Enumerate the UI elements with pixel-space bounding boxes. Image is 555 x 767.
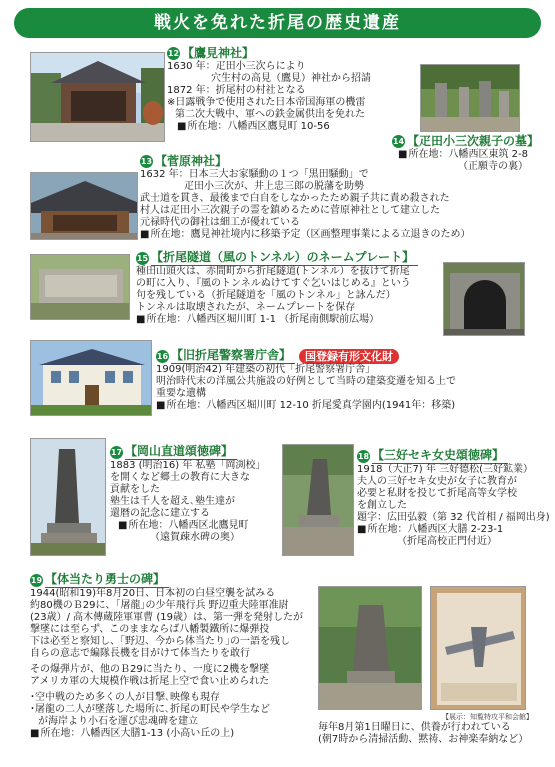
text-line: 武士道を貫き、最後まで白自をしなかったため親子共に責め殺された — [140, 193, 450, 204]
text-line: を開くなど郷土の教育に大きな — [110, 472, 250, 483]
text-line: 1883 (明治16) 年 私塾「岡渕校」 — [110, 460, 266, 471]
text-line: 塾生は千人を超え､塾生達が — [110, 496, 235, 507]
text-line: 重要な遺構 — [156, 388, 206, 399]
text-line: ※日露戦争で使用された日本帝国海軍の機雷 — [167, 97, 366, 108]
section-old-police-station — [156, 348, 456, 412]
section-tunnel-nameplate — [136, 250, 418, 326]
section-number: 13 — [140, 157, 153, 166]
address-note: （正願寺の裏） — [458, 161, 528, 172]
section-takami-shrine — [167, 46, 371, 133]
text-line: 還暦の記念に建立する — [110, 508, 210, 519]
section-number: 14 — [392, 137, 405, 146]
photo-taiatari-monument — [318, 586, 422, 710]
section-title: 【体当たり勇士の碑】 — [45, 572, 169, 588]
section-sugawara-shrine — [140, 154, 470, 241]
address: ■ 所在地：八幡西区大膳1-13 (小高い丘の上) — [30, 728, 303, 740]
section-title: 【三好セキ女史頌徳碑】 — [372, 448, 508, 464]
address: ■ 所在地：八幡西区大膳 2-23-1 — [357, 524, 550, 536]
section-number: 18 — [357, 451, 370, 461]
photo-aircraft-exhibit — [430, 586, 526, 710]
text-line: 撃墜には至らず、このままならば八幡製鐵所に爆弾投 — [30, 624, 270, 635]
section-number: 17 — [110, 447, 123, 457]
address: ■ 所在地：八幡西区堀川町 12-10 折尾愛真学園内(1941年：移築) — [156, 400, 456, 412]
text-line: 貢献をした — [110, 484, 160, 495]
text-line: 自らの意志で編隊長機を目がけて体当たりを敢行 — [30, 648, 250, 659]
section-miyoshi-monument — [357, 448, 550, 548]
text-line: 種田山頭火は、赤間町から折尾隧道(トンネル）を抜けて折尾 — [136, 266, 410, 277]
section-number: 15 — [136, 253, 149, 263]
photo-miyoshi-monument — [282, 444, 354, 556]
text-line: の町に入り、『風のトンネルぬけてすぐ乞いはじめる』という — [136, 278, 411, 289]
photo-okayama-monument — [30, 438, 106, 556]
section-title: 【菅原神社】 — [155, 154, 228, 168]
text-line: 1630 年：疋田小三次らにより — [167, 61, 306, 72]
text-line: 第二次大戦中、軍への鉄金属供出を免れた — [175, 109, 365, 120]
address-note: （折尾高校正門付近） — [397, 536, 497, 547]
text-line: 1944(昭和19)年8月20日、日本初の白昼空襲を試みる — [30, 588, 276, 599]
text-line: 穴生村の高見（鷹見）神社から招請 — [211, 73, 371, 84]
photo-sugawara-shrine — [30, 172, 138, 240]
text-line: が海岸より小石を運び忠魂碑を建立 — [38, 716, 198, 727]
section-number: 19 — [30, 575, 43, 585]
text-line: 1872 年：折尾村の村社となる — [167, 85, 306, 96]
text-line: 約80機のＢ29に、｢屠龍｣の少年飛行兵 野辺重夫陸軍准尉 — [30, 600, 289, 611]
address: ■ 所在地：八幡西区堀川町 1-1 （折尾南側駅前広場） — [136, 314, 418, 326]
address: ■ 所在地：八幡西区北鷹見町 — [110, 520, 266, 532]
section-title: 【旧折尾警察署庁舎】 — [171, 348, 295, 364]
text-line: 元禄時代の御社は細工が優れている — [140, 217, 300, 228]
photo-tunnel — [443, 262, 525, 336]
text-line: 夫人の三好セキ女史が女子に教育が — [357, 476, 517, 487]
photo-old-police-station — [30, 340, 152, 416]
section-title: 【鷹見神社】 — [182, 46, 255, 60]
text-line: (朝7時から清掃活動、黙祷、お神楽奉納など） — [318, 734, 529, 745]
cultural-property-badge: 国登録有形文化財 — [299, 349, 399, 364]
text-line: トンネルは取壊されたが、ネームプレートを保存 — [136, 302, 356, 313]
photo-tunnel-nameplate — [30, 254, 130, 320]
page-title: 戦火を免れた折尾の歴史遺産 — [14, 8, 541, 38]
section-number: 12 — [167, 49, 180, 58]
section-number: 16 — [156, 351, 169, 361]
address: ■ 所在地：鷹見神社境内に移築予定（区画整理事業による立退きのため） — [140, 229, 470, 241]
text-line: その爆弾片が、他のＢ29に当たり、一度に2機を撃墜 — [30, 664, 270, 675]
photo-hikita-grave — [420, 64, 520, 132]
text-line: 1632 年：日本三大お家騒動の１つ「黒田騒動」で — [140, 169, 369, 180]
text-line: 疋田小三次が、井上忠三郎の脱藩を助勢 — [184, 181, 364, 192]
section-title: 【岡山直道頌徳碑】 — [125, 444, 237, 460]
text-line: 句を残している（折尾隧道を「風のトンネル」と詠んだ） — [136, 290, 396, 301]
photo-caption: 【展示：知覧特攻平和会館】 — [442, 713, 533, 721]
text-line: 1909(明治42) 年建築の初代「折尾警察署庁舎」 — [156, 364, 376, 375]
section-okayama-monument — [110, 444, 266, 544]
photo-takami-shrine — [30, 52, 165, 142]
text-line: ･空中戦のため多くの人が目撃､映像も現存 — [30, 692, 220, 703]
text-line: 明治時代末の洋風公共施設の好例として当時の建築変遷を知る上で — [156, 376, 456, 387]
memorial-note — [318, 722, 528, 746]
text-line: 1918（大正7) 年 三好德松(三好鉱業） — [357, 464, 533, 475]
address: ■ 所在地：八幡西区鷹見町 10-56 — [167, 121, 371, 133]
text-line: を創立した — [357, 500, 407, 511]
text-line: ･屠龍の二人が墜落した場所に､折尾の町民や学生など — [30, 704, 270, 715]
section-title: 【折尾隧道（風のトンネル）のネームプレート】 — [151, 250, 418, 266]
section-taiatari-monument — [30, 572, 303, 740]
section-title: 【疋田小三次親子の墓】 — [407, 134, 540, 148]
text-line: (23歳）/ 高木傳蔵陸軍軍曹 (19歳）は、第一弾を発射したが — [30, 612, 303, 623]
text-line: 下は必至と察知し、｢野辺、今から体当たり｣の一語を残し — [30, 636, 290, 647]
address-note: （遠賀疎水碑の奥） — [150, 532, 240, 543]
text-line: 毎年8月第1日曜日に、供養が行われている — [318, 722, 511, 733]
address: ■ 所在地：八幡西区東筑 2-8 — [392, 149, 539, 161]
text-line: 必要と私財を投じて折尾高等女学校 — [357, 488, 517, 499]
text-line: 題字：広田弘毅（第 32 代首相 / 福岡出身) — [357, 512, 550, 523]
text-line: 村人は疋田小三次親子の霊を鎮めるために菅原神社として建立した — [140, 205, 440, 216]
text-line: アメリカ軍の大規模作戦は折尾上空で食い止められた — [30, 676, 270, 687]
